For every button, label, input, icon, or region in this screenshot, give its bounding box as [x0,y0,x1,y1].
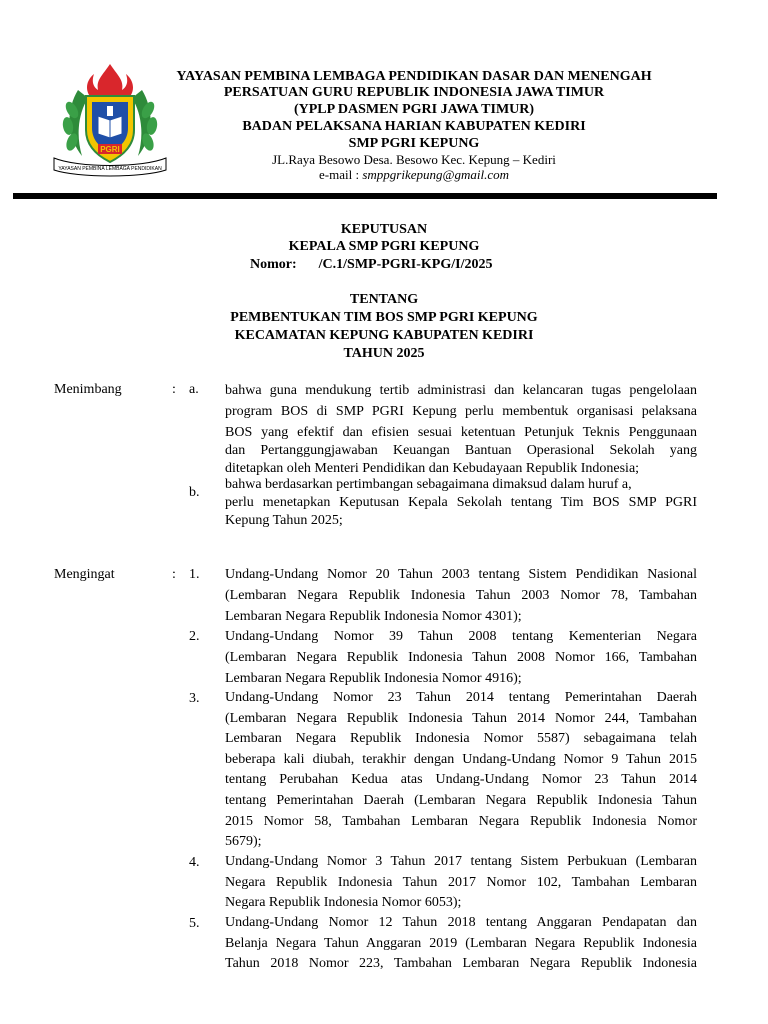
subject-line-1: PEMBENTUKAN TIM BOS SMP PGRI KEPUNG [230,310,538,325]
menimbang-item-b [225,476,697,530]
mengingat-item-4 [225,852,697,914]
nomor-label: Nomor: [250,257,297,272]
text-line: Undang-Undang Nomor 20 Tahun 2003 tentang Sistem Pendidikan Nasional [225,567,697,582]
text-line: ditetapkan oleh Menteri Pendidikan dan Kebudayaan Republik Indonesia; [225,461,640,476]
subject-line-2: KECAMATAN KEPUNG KABUPATEN KEDIRI [234,328,534,343]
text-line: Belanja Negara Tahun Anggaran 2019 (Lembaran Negara Republik Indonesia [225,935,697,951]
svg-text:YAYASAN PEMBINA LEMBAGA PENDID: YAYASAN PEMBINA LEMBAGA PENDIDIKAN [58,166,162,172]
mengingat-marker-2: 2. [189,629,200,644]
letterhead-address: JL.Raya Besowo Desa. Besowo Kec. Kepung – Kediri [272,152,556,167]
mengingat-item-2 [225,626,697,689]
subject-line-3: TAHUN 2025 [343,346,425,361]
text-line: Undang-Undang Nomor 39 Tahun 2008 tentang Kementerian Negara [225,629,697,644]
text-line: Lembaran Negara Republik Indonesia Nomor 4916); [225,671,522,686]
text-line: tentang Pemerintahan Daerah (Lembaran Negara Republik Indonesia Tahun [225,792,697,808]
letterhead-foundation: YAYASAN PEMBINA LEMBAGA PENDIDIKAN DASAR DAN MENENGAH [176,69,652,84]
text-line: Negara Republik Indonesia Tahun 2017 Nomor 102, Tambahan Lembaran [225,874,697,890]
mengingat-colon: : [172,567,176,582]
text-line: Undang-Undang Nomor 23 Tahun 2014 tentang Pemerintahan Daerah [225,690,697,705]
text-line: program BOS di SMP PGRI Kepung perlu membentuk organisasi pelaksana [225,404,697,419]
tentang-heading: TENTANG [349,292,419,307]
text-line: bahwa berdasarkan pertimbangan sebagaimana dimaksud dalam huruf a, [225,477,632,492]
letterhead-board: BADAN PELAKSANA HARIAN KABUPATEN KEDIRI [242,119,586,134]
mengingat-item-1 [225,564,697,627]
mengingat-label: Mengingat [54,567,115,582]
mengingat-marker-5: 5. [189,916,200,931]
text-line: Kepung Tahun 2025; [225,513,343,528]
email-address: smppgrikepung@gmail.com [362,167,509,182]
nomor-value: /C.1/SMP-PGRI-KPG/I/2025 [318,257,493,272]
text-line: dan Pertanggungjawaban Keuangan Bantuan Operasional Sekolah yang [225,443,697,458]
text-line: perlu menetapkan Keputusan Kepala Sekolah tentang Tim BOS SMP PGRI [225,495,697,510]
pgri-logo [48,60,172,178]
text-line: (Lembaran Negara Republik Indonesia Tahun 2008 Nomor 166, Tambahan [225,650,697,665]
decree-number [250,256,492,273]
email-label: e-mail : [319,167,363,182]
mengingat-item-3 [225,688,697,853]
text-line: BOS yang efektif dan efisien sesuai ketentuan Petunjuk Teknis Penggunaan [225,425,697,440]
text-line: Negara Republik Indonesia Nomor 6053); [225,895,462,911]
text-line: (Lembaran Negara Republik Indonesia Tahun 2014 Nomor 244, Tambahan [225,710,697,726]
menimbang-item-a [225,380,697,478]
text-line: bahwa guna mendukung tertib administrasi dan kelancaran tugas pengelolaan [225,383,697,398]
text-line: Undang-Undang Nomor 3 Tahun 2017 tentang Sistem Perbukuan (Lembaran [225,854,697,869]
menimbang-marker-a: a. [189,382,199,397]
text-line: Tahun 2018 Nomor 223, Tambahan Lembaran Negara Republik Indonesia [225,956,697,972]
logo-pgri-text: PGRI [100,145,120,154]
letterhead-abbreviation: (YPLP DASMEN PGRI JAWA TIMUR) [293,102,535,117]
mengingat-marker-1: 1. [189,567,200,582]
text-line: (Lembaran Negara Republik Indonesia Tahun 2003 Nomor 78, Tambahan [225,588,697,603]
menimbang-label: Menimbang [54,382,122,397]
logo-flame [87,64,133,98]
text-line: Undang-Undang Nomor 12 Tahun 2018 tentang Anggaran Pendapatan dan [225,915,697,930]
letterhead-school-name: SMP PGRI KEPUNG [348,136,480,151]
text-line: 5679); [225,834,262,850]
letterhead-email-line [175,167,653,183]
text-line: Lembaran Negara Republik Indonesia Nomor 5587) sebagaimana telah [225,731,697,747]
menimbang-marker-b: b. [189,485,200,500]
menimbang-colon: : [172,382,176,397]
mengingat-item-5 [225,913,697,975]
text-line: beberapa kali diubah, terakhir dengan Undang-Undang Nomor 9 Tahun 2015 [225,751,697,767]
text-line: tentang Perubahan Kedua atas Undang-Undang Nomor 23 Tahun 2014 [225,772,697,788]
mengingat-marker-4: 4. [189,855,200,870]
decree-issuer: KEPALA SMP PGRI KEPUNG [288,239,480,254]
decree-heading: KEPUTUSAN [340,222,428,237]
letterhead-association: PERSATUAN GURU REPUBLIK INDONESIA JAWA TIMUR [223,85,605,100]
letterhead-divider [13,193,717,199]
text-line: 2015 Nomor 58, Tambahan Lembaran Negara Republik Indonesia Nomor [225,813,697,829]
mengingat-marker-3: 3. [189,691,200,706]
text-line: Lembaran Negara Republik Indonesia Nomor 4301); [225,609,522,624]
